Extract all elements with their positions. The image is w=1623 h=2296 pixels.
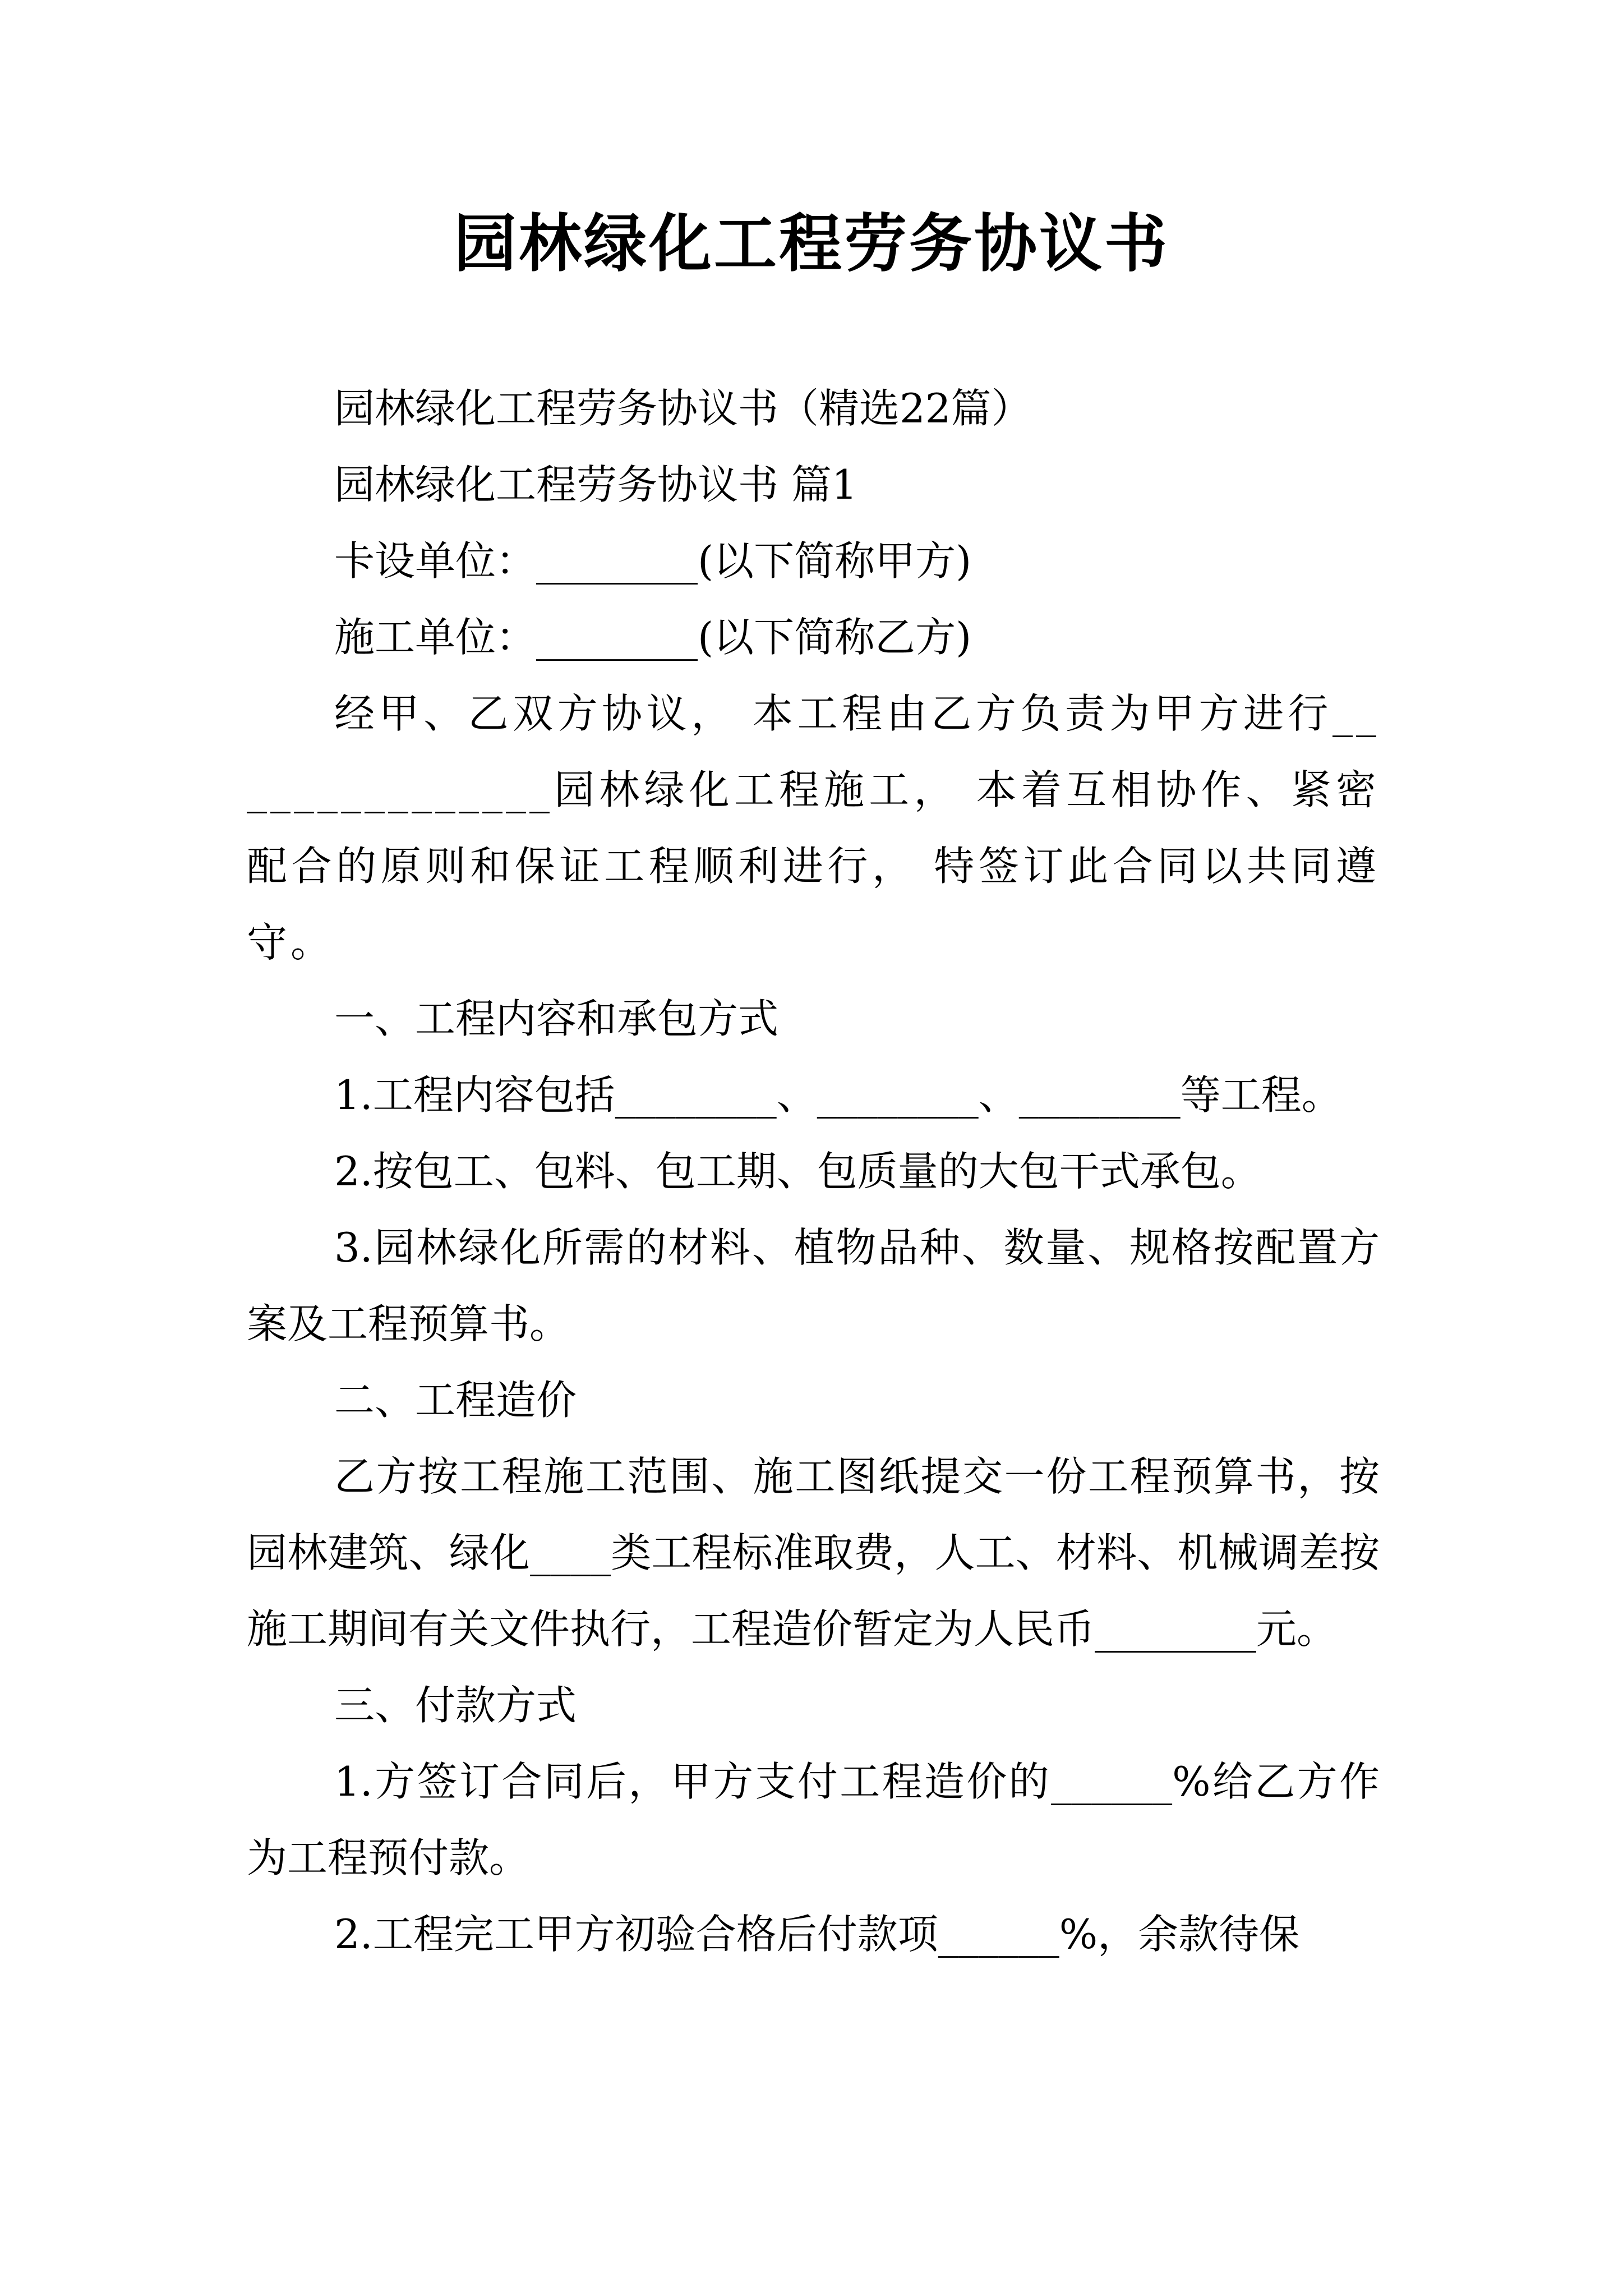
section3-item1-prefix: 1.方签订合同后，甲方支付工程造价的	[334, 1758, 1052, 1805]
party-b-suffix: (以下简称乙方)	[698, 614, 972, 661]
party-b-blank: ________	[536, 614, 698, 661]
intro-text-2: 园林绿化工程施工， 本着互相协作、紧密配合的原则和保证工程顺利进行， 特签订此合同以共同遵守。	[247, 766, 1380, 966]
section2-text-3: 元。	[1256, 1605, 1338, 1653]
section1-item1	[247, 1057, 1380, 1133]
section1-item1-blank3: ________	[1018, 1071, 1181, 1119]
section3-item2-suffix: %，余款待保	[1059, 1911, 1300, 1958]
document-body	[247, 370, 1380, 1972]
section1-item1-sep2: 、	[978, 1071, 1019, 1119]
section1-item1-suffix: 等工程。	[1180, 1071, 1342, 1119]
section1-item3: 3.园林绿化所需的材料、植物品种、数量、规格按配置方案及工程预算书。	[247, 1224, 1380, 1347]
section3-item1-suffix: %给乙方作为工程预付款。	[247, 1758, 1380, 1881]
section1-item1-prefix: 1.工程内容包括	[334, 1071, 615, 1119]
section3-heading: 三、付款方式	[334, 1682, 577, 1729]
section3-item1-blank: ______	[1051, 1758, 1173, 1805]
party-a-suffix: (以下简称甲方)	[698, 537, 972, 585]
section3-item2	[247, 1896, 1380, 1972]
section1-heading: 一、工程内容和承包方式	[334, 995, 779, 1042]
party-b-line	[247, 599, 1380, 675]
chapter-heading: 园林绿化工程劳务协议书 篇1	[334, 461, 857, 508]
section3-item2-blank: ______	[938, 1911, 1059, 1958]
section1-item2: 2.按包工、包料、包工期、包质量的大包干式承包。	[334, 1148, 1261, 1195]
section1-item1-blank2: ________	[817, 1071, 979, 1119]
party-b-label: 施工单位：	[334, 614, 537, 661]
section2-heading: 二、工程造价	[334, 1377, 577, 1424]
party-a-line	[247, 523, 1380, 599]
intro-text-1: 经甲、乙双方协议， 本工程由乙方负责为甲方进行	[334, 690, 1332, 737]
intro-paragraph	[247, 675, 1380, 981]
party-a-label: 卡设单位：	[334, 537, 537, 585]
intro-blank: _______________	[247, 690, 1380, 813]
document-title: 园林绿化工程劳务协议书	[454, 207, 1169, 280]
section2-paragraph	[247, 1438, 1380, 1667]
section3-item1	[247, 1743, 1380, 1896]
section1-item1-sep1: 、	[776, 1071, 817, 1119]
section1-item1-blank1: ________	[615, 1071, 777, 1119]
section2-blank1: ____	[530, 1529, 611, 1576]
party-a-blank: ________	[536, 537, 698, 585]
section3-item2-prefix: 2.工程完工甲方初验合格后付款项	[334, 1911, 938, 1958]
section2-text-2: 类工程标准取费，人工、材料、机械调差按施工期间有关文件执行，工程造价暂定为人民币	[247, 1529, 1380, 1653]
subtitle-line: 园林绿化工程劳务协议书（精选22篇）	[334, 385, 1032, 432]
section2-text-1: 乙方按工程施工范围、施工图纸提交一份工程预算书，按园林建筑、绿化	[247, 1453, 1380, 1576]
section2-blank2: ________	[1095, 1605, 1257, 1653]
